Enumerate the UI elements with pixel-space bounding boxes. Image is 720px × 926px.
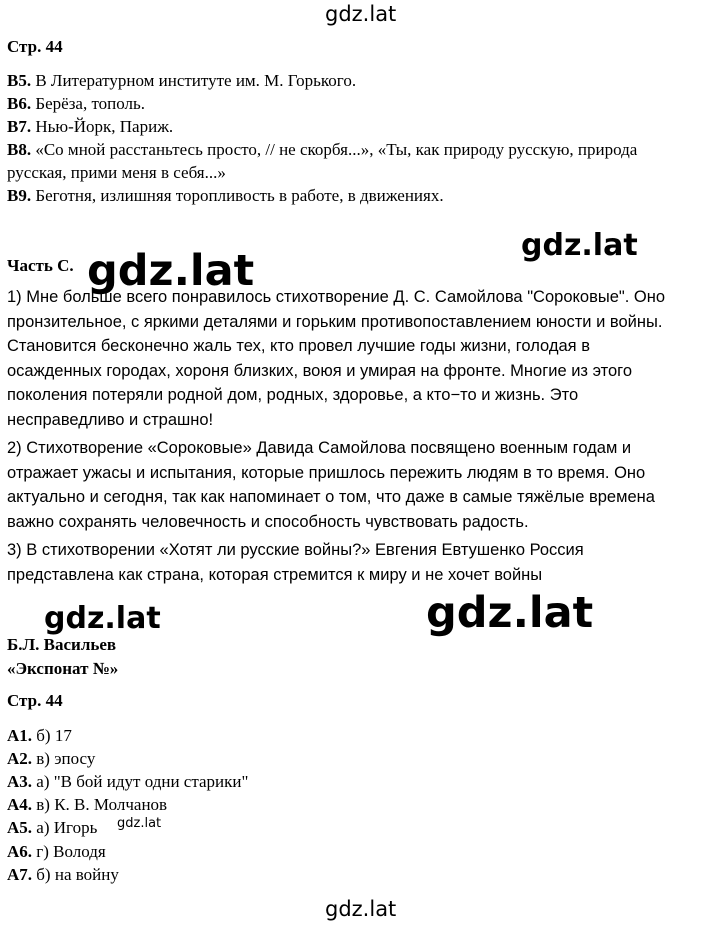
answer-b8-continued: русская, прими меня в себя...»: [7, 163, 226, 182]
work-title: «Экспонат №»: [7, 659, 119, 678]
text-line: 1) Мне больше всего понравилось стихотворение Д. С. Самойлова "Сороковые". Оно: [7, 288, 666, 306]
watermark-small: gdz.lat: [117, 816, 162, 831]
text-line: 3) В стихотворении «Хотят ли русские войны?» Евгения Евтушенко Россия: [7, 541, 584, 559]
watermark-top: gdz.lat: [325, 2, 397, 26]
answer-b5: B5. В Литературном институте им. М. Горького.: [7, 71, 357, 90]
text-line: несправедливо и страшно!: [7, 410, 214, 429]
watermark-right-low: gdz.lat: [426, 588, 594, 638]
answer-b9: B9. Беготня, излишняя торопливость в работе, в движениях.: [7, 186, 444, 205]
page-label-b: Стр. 44: [7, 37, 63, 56]
page-label-a: Стр. 44: [7, 691, 63, 710]
answer-a4: A4. в) К. В. Молчанов: [7, 795, 168, 814]
text-line: актуально и сегодня, так как напоминает о том, что даже в самые тяжёлые времена: [7, 488, 655, 506]
answer-a6: A6. г) Володя: [7, 842, 106, 861]
answer-a3: A3. а) "В бой идут одни старики": [7, 772, 249, 791]
watermark-left-mid: gdz.lat: [87, 246, 255, 296]
answer-a7: A7. б) на войну: [7, 865, 119, 884]
answer-c1: [7, 285, 712, 432]
author-name: Б.Л. Васильев: [7, 635, 117, 654]
answer-c3: [7, 538, 712, 587]
section-c-heading: Часть С.: [7, 256, 74, 275]
answer-a2: A2. в) эпосу: [7, 749, 96, 768]
answer-b6: B6. Берёза, тополь.: [7, 94, 146, 113]
watermark-left-low: gdz.lat: [44, 601, 161, 636]
answer-b7: B7. Нью-Йорк, Париж.: [7, 117, 174, 136]
text-line: важно сохранять человечность и способность чувствовать радость.: [7, 512, 529, 531]
text-line: поколения потеряли родной дом, родных, здоровье, а кто−то и жизнь. Это: [7, 386, 579, 404]
text-line: представлена как страна, которая стремится к миру и не хочет войны: [7, 565, 543, 584]
watermark-right-mid: gdz.lat: [521, 228, 638, 263]
text-line: Становится бесконечно жаль тех, кто провел лучшие годы жизни, голодая в: [7, 337, 590, 355]
answer-b8: B8. «Со мной расстаньтесь просто, // не скорбя...», «Ты, как природу русскую, природа: [7, 140, 638, 159]
text-line: осажденных городах, хороня близких, воюя и умирая на фронте. Многие из этого: [7, 361, 633, 380]
text-line: отражает ужасы и испытания, которые пришлось пережить людям в то время. Оно: [7, 463, 646, 482]
watermark-bottom: gdz.lat: [325, 897, 397, 921]
text-line: 2) Стихотворение «Сороковые» Давида Самойлова посвящено военным годам и: [7, 439, 632, 457]
answer-a5: A5. а) Игорь: [7, 818, 98, 837]
answer-c2: [7, 436, 712, 534]
text-line: пронзительное, с яркими деталями и горьким противопоставлением юности и войны.: [7, 312, 663, 331]
answer-a1: A1. б) 17: [7, 726, 72, 745]
